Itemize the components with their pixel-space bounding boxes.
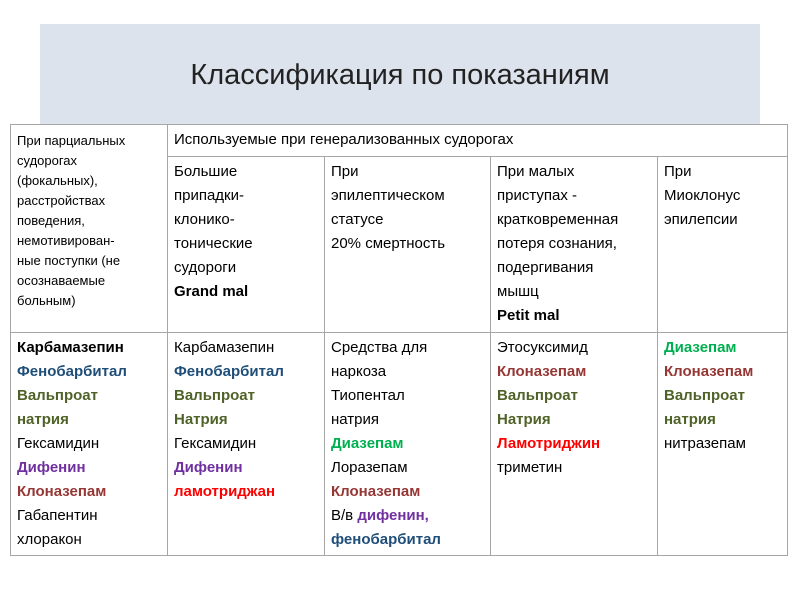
drugs-myoclonus: Диазепам Клоназепам Вальпроат натрия нитразепам [658, 333, 788, 556]
classification-table [10, 124, 788, 556]
status-epilepticus-header: При эпилептическом статусе 20% смертность [325, 157, 491, 333]
title-band [40, 24, 760, 124]
slide-title: Классификация по показаниям [190, 59, 610, 91]
grand-mal-header: Большие припадки- клонико- тонические судороги Grand mal [168, 157, 325, 333]
drugs-petit-mal: Этосуксимид Клоназепам Вальпроат Натрия Ламотриджин триметин [491, 333, 658, 556]
drugs-row [11, 333, 788, 556]
header-row [11, 125, 788, 157]
drugs-status-epilepticus: Средства для наркоза Тиопентал натрия Диазепам Лоразепам Клоназепам В/в дифенин, фенобарбитал [325, 333, 491, 556]
partial-seizures-header: При парциальных судорогах (фокальных), расстройствах поведения, немотивирован- ные поступки (не осознаваемые больным) [11, 125, 168, 333]
myoclonus-header: При Миоклонус эпилепсии [658, 157, 788, 333]
drugs-partial: Карбамазепин Фенобарбитал Вальпроат натрия Гексамидин Дифенин Клоназепам Габапентин хлоракон [11, 333, 168, 556]
drugs-grand-mal: Карбамазепин Фенобарбитал Вальпроат Натрия Гексамидин Дифенин ламотриджан [168, 333, 325, 556]
petit-mal-header: При малых приступах - кратковременная потеря сознания, подергивания мышц Petit mal [491, 157, 658, 333]
generalized-seizures-header: Используемые при генерализованных судорогах [168, 125, 788, 157]
